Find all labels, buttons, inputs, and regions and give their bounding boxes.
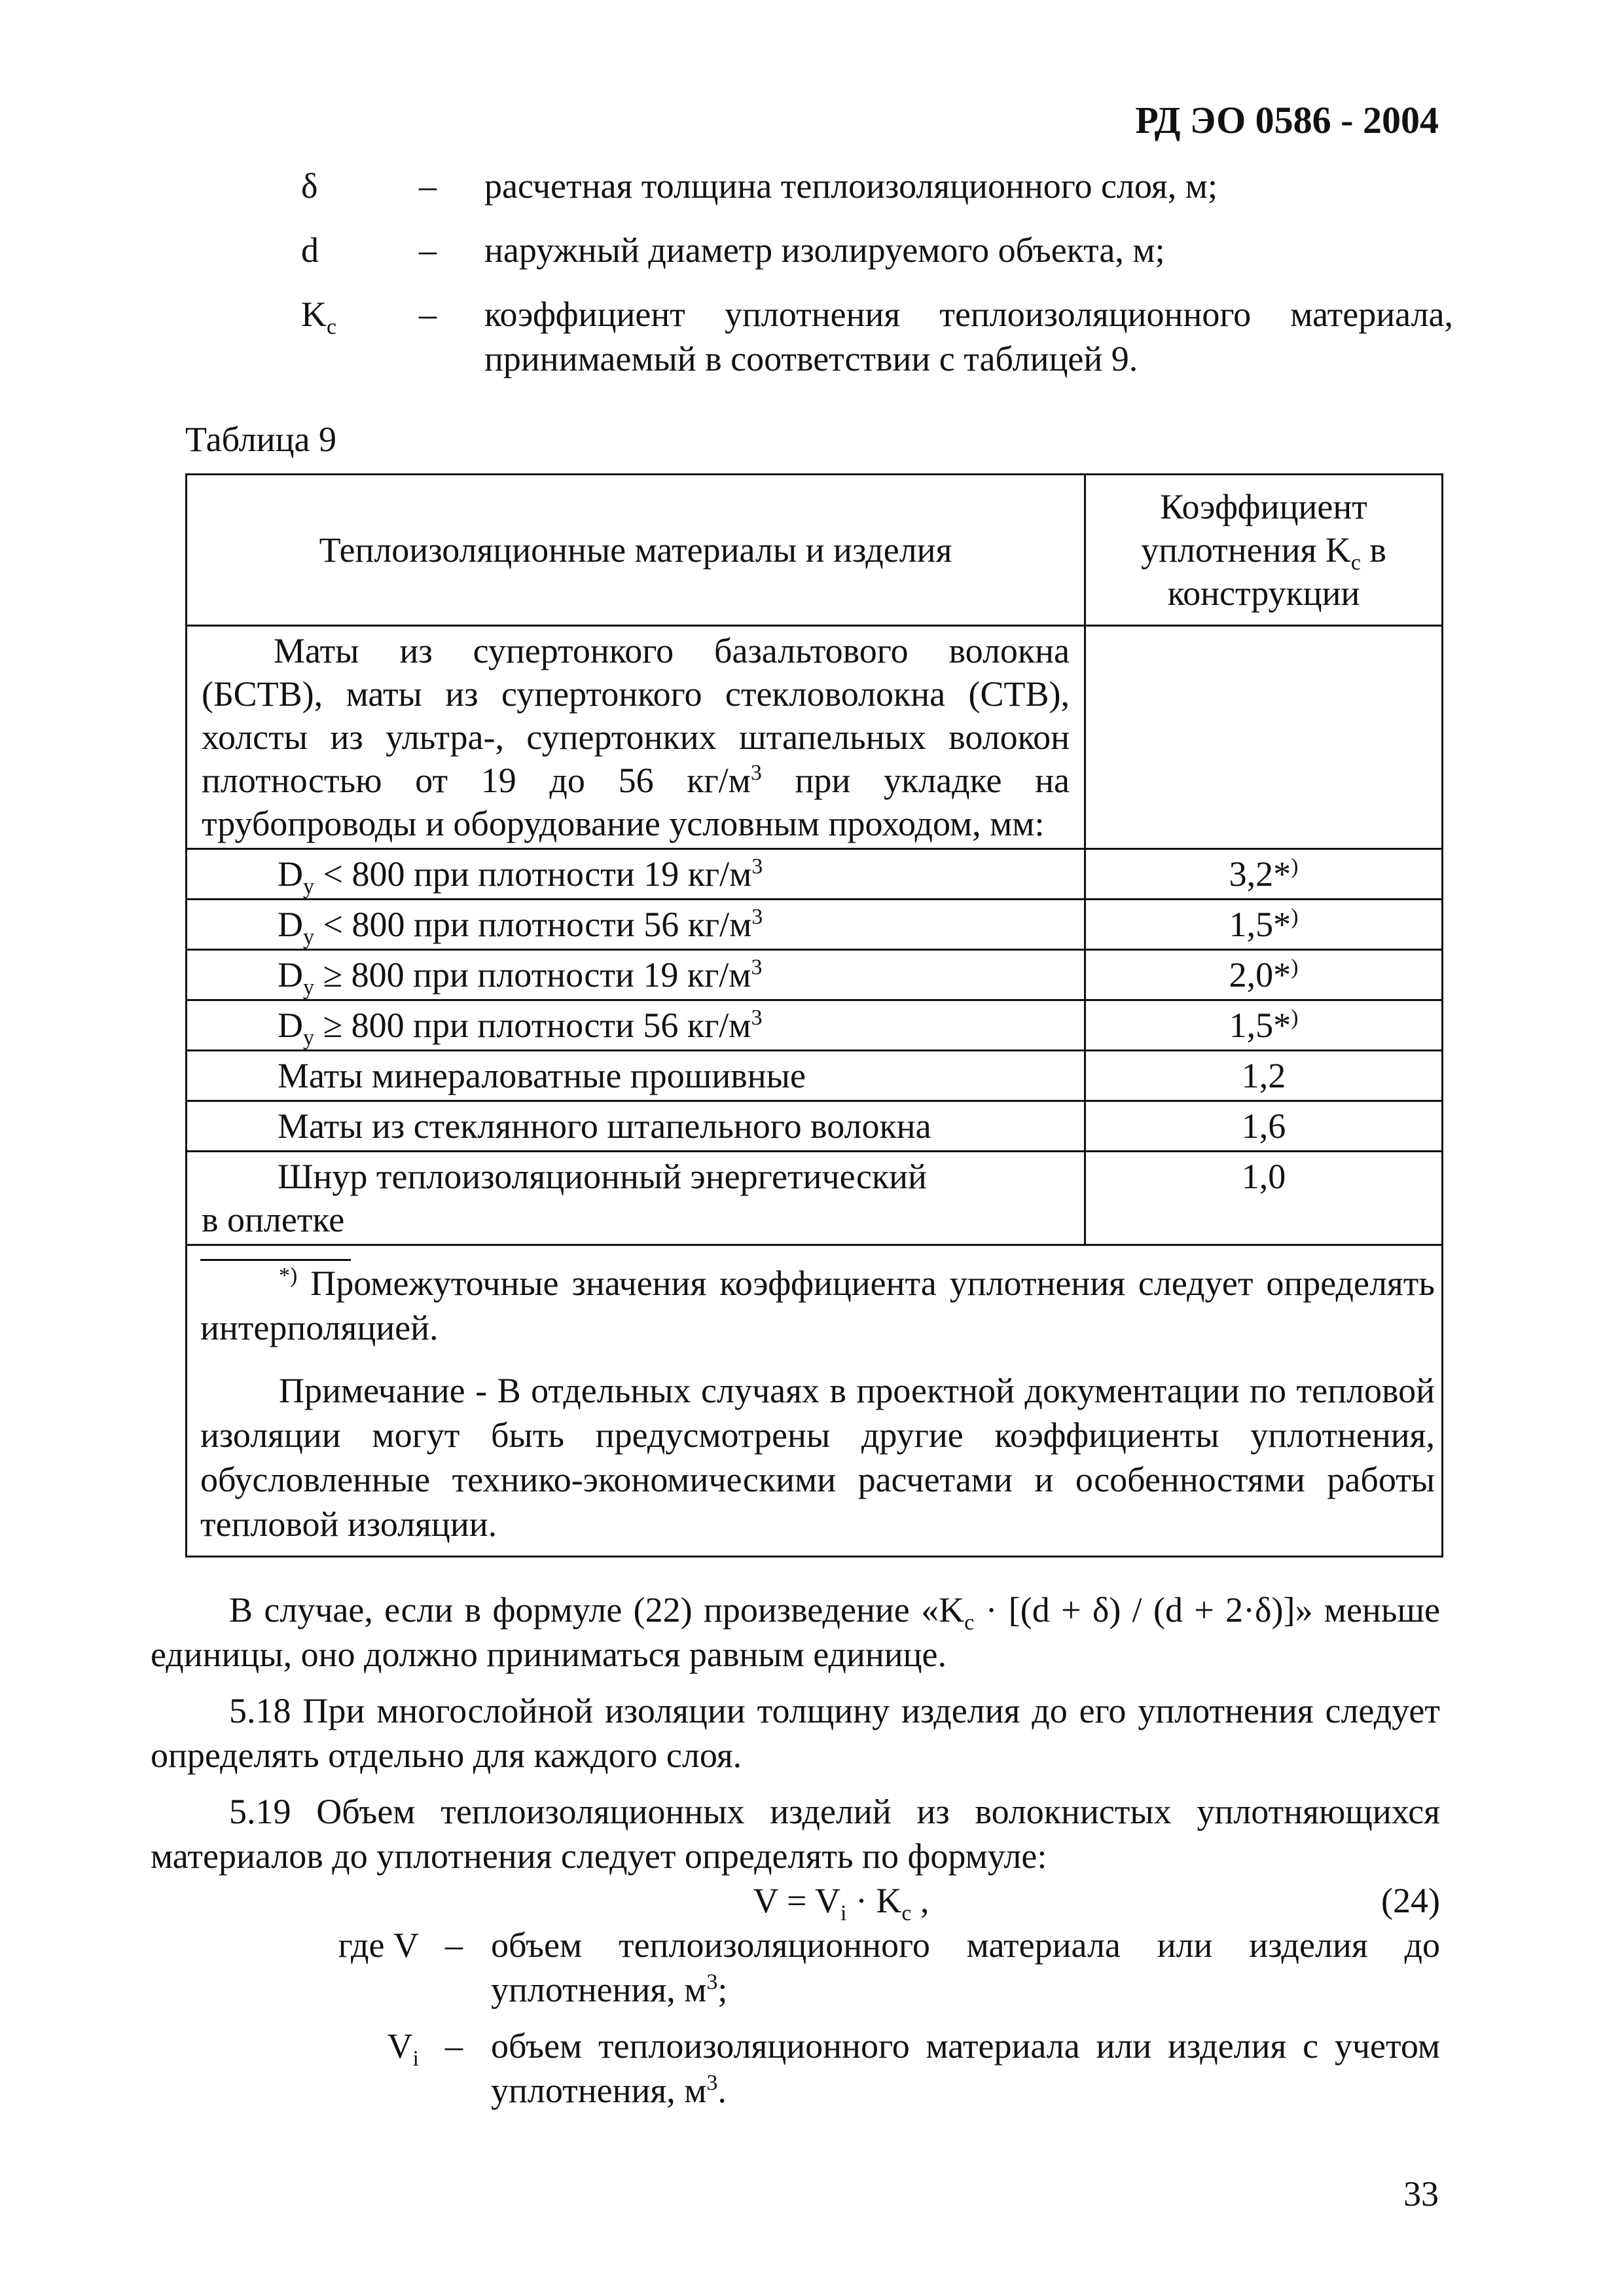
table-row (187, 1101, 1441, 1152)
table-footnote: *) Промежуточные значения коэффициента уплотнения следует определять интерполяцией. (200, 1264, 1435, 1347)
definition-row (301, 164, 1453, 208)
formula-expression: $V = V_i \cdot K_с$ , (753, 1881, 929, 1925)
table-row (187, 1000, 1441, 1051)
table-header-row (187, 475, 1441, 626)
definition-row (301, 228, 1453, 272)
page-number: 33 (1403, 2174, 1439, 2214)
material-cell: $D_у < 800$ при плотности 56 $кг/м^3$ (187, 900, 1085, 950)
definition-symbol: d (301, 230, 319, 270)
where-text: объем теплоизоляционного материала или изделия с учетом уплотнения, $м^3$. (491, 2026, 1440, 2110)
table-9 (185, 473, 1443, 1558)
material-cell: Маты из стеклянного штапельного волокна (187, 1101, 1085, 1152)
document-code: РД ЭО 0586 - 2004 (1135, 99, 1439, 141)
coefficient-cell: 1,0 (1085, 1152, 1442, 1245)
definition-text: коэффициент уплотнения теплоизоляционного материала, принимаемый в соответствии с таблицей 9. (484, 295, 1453, 378)
definition-dash: – (419, 295, 437, 334)
paragraph-5-18: 5.18 При многослойной изоляции толщину изделия до его уплотнения следует определять отдельно для каждого слоя. (151, 1691, 1440, 1775)
material-cell: $D_у \ge 800$ при плотности 56 $кг/м^3$ (187, 1000, 1085, 1051)
definition-text: расчетная толщина теплоизоляционного слоя, м; (484, 166, 1218, 206)
where-dash: – (445, 1925, 463, 1965)
column-header-coefficient: Коэффициент уплотнения $K_с$ в конструкции (1085, 475, 1442, 626)
table-row (187, 1051, 1441, 1101)
coefficient-cell: 1,6 (1085, 1101, 1442, 1152)
column-header-materials: Теплоизоляционные материалы и изделия (187, 475, 1085, 626)
definition-dash: – (419, 166, 437, 206)
group-description: Маты из супертонкого базальтового волокна (БСТВ), маты из супертонкого стекловолокна (СТВ), холсты из ультра-, супертонких штапельных волокон плотностью от 19 до 56 $кг/м^3$ при укладке на трубопроводы и оборудование условным проходом, мм: (187, 626, 1085, 849)
group-value (1085, 626, 1442, 849)
table-row (187, 626, 1441, 849)
paragraph: В случае, если в формуле (22) произведение «$K_с \cdot [(d + \delta) / (d + 2\cdot\delta)]$» меньше единицы, оно должно приниматься равным единице. (151, 1590, 1440, 1674)
where-row (151, 2024, 1440, 2113)
coefficient-cell: 2,0*) (1085, 950, 1442, 1000)
coefficient-cell: 1,5*) (1085, 900, 1442, 950)
table-footer (187, 1246, 1441, 1556)
formula-number: (24) (1381, 1881, 1440, 1920)
material-cell: $D_у \ge 800$ при плотности 19 $кг/м^3$ (187, 950, 1085, 1000)
where-label: где V (338, 1925, 419, 1965)
table-caption: Таблица 9 (185, 420, 336, 459)
formula-24 (151, 1878, 1440, 1923)
paragraph-5-19: 5.19 Объем теплоизоляционных изделий из волокнистых уплотняющихся материалов до уплотнения следует определять по формуле: (151, 1792, 1440, 1876)
coefficient-cell: 3,2*) (1085, 849, 1442, 900)
table-row (187, 900, 1441, 950)
material-cell: Маты минераловатные прошивные (187, 1051, 1085, 1101)
where-label: $V_i$ (387, 2026, 419, 2071)
table-note: Примечание - В отдельных случаях в проектной документации по тепловой изоляции могут быть предусмотрены другие коэффициенты уплотнения, обусловленные технико-экономическими расчетами и особенностями работы тепловой изоляции. (200, 1371, 1435, 1544)
definition-symbol: δ (301, 166, 318, 206)
material-cell: $D_у < 800$ при плотности 19 $кг/м^3$ (187, 849, 1085, 900)
body-text (151, 1588, 1440, 2124)
where-dash: – (445, 2026, 463, 2066)
definition-symbol: $K_c$ (301, 295, 337, 339)
definition-row (301, 292, 1453, 381)
table-row (187, 849, 1441, 900)
symbol-definitions (301, 164, 1453, 401)
coefficient-cell: 1,5*) (1085, 1000, 1442, 1051)
where-row (151, 1923, 1440, 2012)
material-cell: Шнур теплоизоляционный энергетический в оплетке (187, 1152, 1085, 1245)
table-row (187, 950, 1441, 1000)
table-row (187, 1152, 1441, 1245)
definition-text: наружный диаметр изолируемого объекта, м; (484, 230, 1165, 270)
where-text: объем теплоизоляционного материала или изделия до уплотнения, $м^3$; (491, 1925, 1440, 2009)
definition-dash: – (419, 230, 437, 270)
coefficient-cell: 1,2 (1085, 1051, 1442, 1101)
